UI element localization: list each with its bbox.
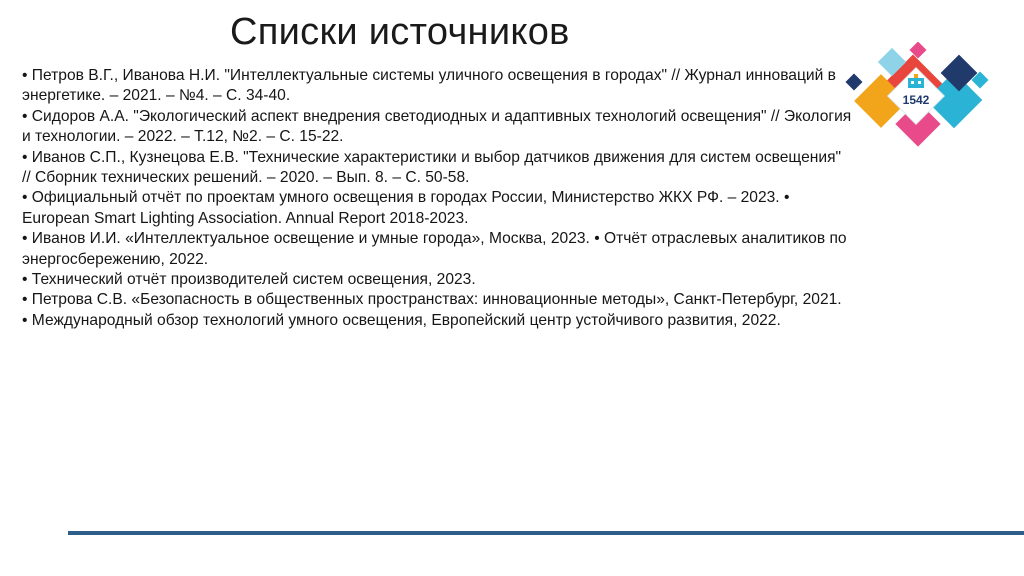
reference-item: • Технический отчёт производителей систем освещения, 2023. — [22, 271, 476, 289]
reference-item: • Иванов С.П., Кузнецова Е.В. "Технические характеристики и выбор датчиков движения для систем освещения" // Сборник технических решений. – 2020. – Вып. 8. – С. 50-58. — [22, 148, 842, 187]
logo-text: 1542 — [902, 93, 930, 107]
reference-item: • Петрова С.В. «Безопасность в общественных пространствах: инновационные методы», Санкт-Петербург, 2021. — [22, 291, 842, 309]
reference-item: • Официальный отчёт по проектам умного освещения в городах России, Министерство ЖКХ РФ. – 2023. • European Smart Lighting Association. Annual Report 2018-2023. — [22, 189, 790, 227]
reference-item: • Сидоров А.А. "Экологический аспект внедрения светодиодных и адаптивных технологий освещения" // Экология и технологии. – 2022. – Т.12, №2. – С. 15-22. — [22, 107, 852, 146]
school-logo — [842, 42, 992, 150]
logo-diamond-small-navy — [846, 74, 863, 91]
reference-list — [22, 66, 852, 331]
reference-item: • Иванов И.И. «Интеллектуальное освещение и умные города», Москва, 2023. • Отчёт отраслевых аналитиков по энергосбережению, 2022. — [22, 230, 847, 268]
reference-item: • Международный обзор технологий умного освещения, Европейский центр устойчивого развития, 2022. — [22, 311, 781, 329]
slide-title: Списки источников — [230, 11, 570, 53]
bottom-divider — [68, 531, 1024, 535]
reference-item: • Петров В.Г., Иванова Н.И. "Интеллектуальные системы уличного освещения в городах" // Журнал инноваций в энергетике. – 2021. – №4. – С. 34-40. — [22, 67, 836, 105]
